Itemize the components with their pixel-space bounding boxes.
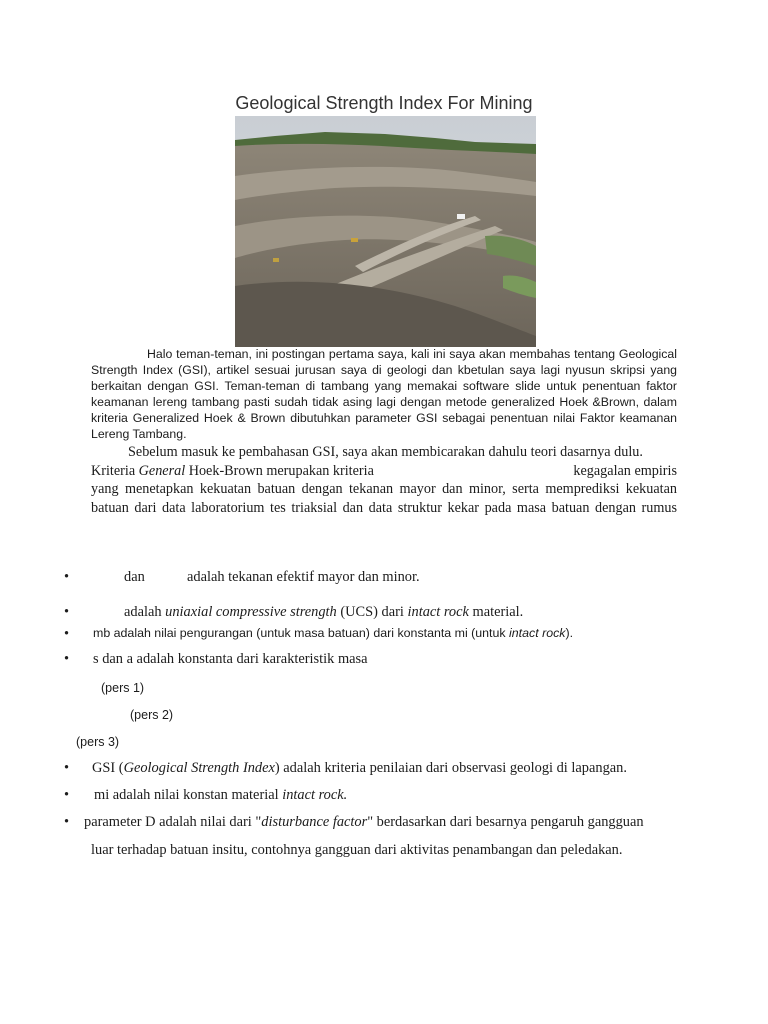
bullet-icon: •	[64, 787, 70, 803]
bullet7-continuation: luar terhadap batuan insitu, contohnya gangguan dari aktivitas penambangan dan peledakan.	[91, 842, 623, 858]
bullet2-pre: adalah	[124, 604, 166, 620]
bullet7-italic: disturbance factor	[261, 814, 368, 830]
bullet2-post: material.	[468, 604, 524, 620]
equation-label-3: (pers 3)	[76, 735, 120, 749]
bullet-item	[64, 604, 524, 621]
equation-label-2: (pers 2)	[130, 708, 174, 722]
theory-line2-pre: Kriteria	[91, 462, 139, 479]
bullet-icon: •	[64, 814, 70, 830]
theory-line2-italic: General	[138, 462, 186, 479]
intro-paragraph	[91, 347, 677, 442]
bullet3-pre: mb adalah nilai pengurangan (untuk masa batuan) dari konstanta mi (untuk	[93, 626, 510, 640]
bullet-item	[64, 814, 644, 831]
bullet-item	[64, 760, 627, 777]
bullet-icon: •	[64, 760, 70, 776]
bullet-item	[64, 626, 574, 643]
bullet3-post: ).	[565, 626, 574, 640]
theory-line2-post: Hoek-Brown merupakan kriteria	[185, 462, 374, 479]
bullet2-mid: (UCS) dari	[336, 604, 408, 620]
bullet7-post: " berdasarkan dari besarnya pengaruh gangguan	[367, 814, 644, 830]
equation-label-1: (pers 1)	[101, 681, 145, 695]
bullet3-italic: intact rock	[509, 626, 566, 640]
bullet-icon: •	[64, 569, 70, 585]
theory-line1: Sebelum masuk ke pembahasan GSI, saya akan membicarakan dahulu teori dasarnya dulu.	[128, 444, 643, 460]
bullet4-text: s dan a adalah konstanta dari karakteristik masa	[93, 651, 368, 667]
bullet2-italic: uniaxial compressive strength	[165, 604, 337, 620]
theory-line2-right: kegagalan empiris	[573, 462, 677, 479]
bullet-item	[64, 787, 348, 804]
bullet5-italic: Geological Strength Index	[123, 760, 275, 776]
bullet7-pre: parameter D adalah nilai dari "	[84, 814, 262, 830]
bullet6-italic: intact rock.	[282, 787, 348, 803]
bullet-icon: •	[64, 604, 70, 620]
bullet6-pre: mi adalah nilai konstan material	[94, 787, 283, 803]
bullet1-text: adalah tekanan efektif mayor dan minor.	[187, 569, 420, 585]
bullet2-italic2: intact rock	[407, 604, 469, 620]
bullet5-post: ) adalah kriteria penilaian dari observasi geologi di lapangan.	[274, 760, 627, 776]
bullet-item	[64, 651, 368, 668]
intro-text: Halo teman-teman, ini postingan pertama saya, kali ini saya akan membahas tentang Geological Strength Index (GSI), artikel sesuai jurusan saya di geologi dan kbetulan saya lagi nyusun skripsi yang berkaitan dengan GSI. Teman-teman di tambang yang memakai software slide untuk penentuan faktor keamanan lereng tambang pasti sudah tidak asing lagi dengan metode generalized Hoek &Brown, dalam kriteria Generalized Hoek & Brown dibutuhkan parameter GSI sebagai penentuan nilai Faktor keamanan Lereng Tambang.	[91, 347, 677, 441]
bullet5-pre: GSI (	[92, 760, 124, 776]
mine-photo	[235, 116, 536, 347]
document-title: Geological Strength Index For Mining	[235, 93, 533, 113]
bullet-item	[64, 569, 420, 586]
bullet-icon: •	[64, 626, 70, 642]
bullet-icon: •	[64, 651, 70, 667]
theory-rest: yang menetapkan kekuatan batuan dengan tekanan mayor dan minor, serta memprediksi kekuatan batuan dari data laboratorium tes triaksial dan data struktur kekar pada masa batuan dengan rumus	[91, 481, 677, 516]
bullet1-dan: dan	[124, 569, 145, 585]
theory-paragraph	[91, 443, 677, 517]
